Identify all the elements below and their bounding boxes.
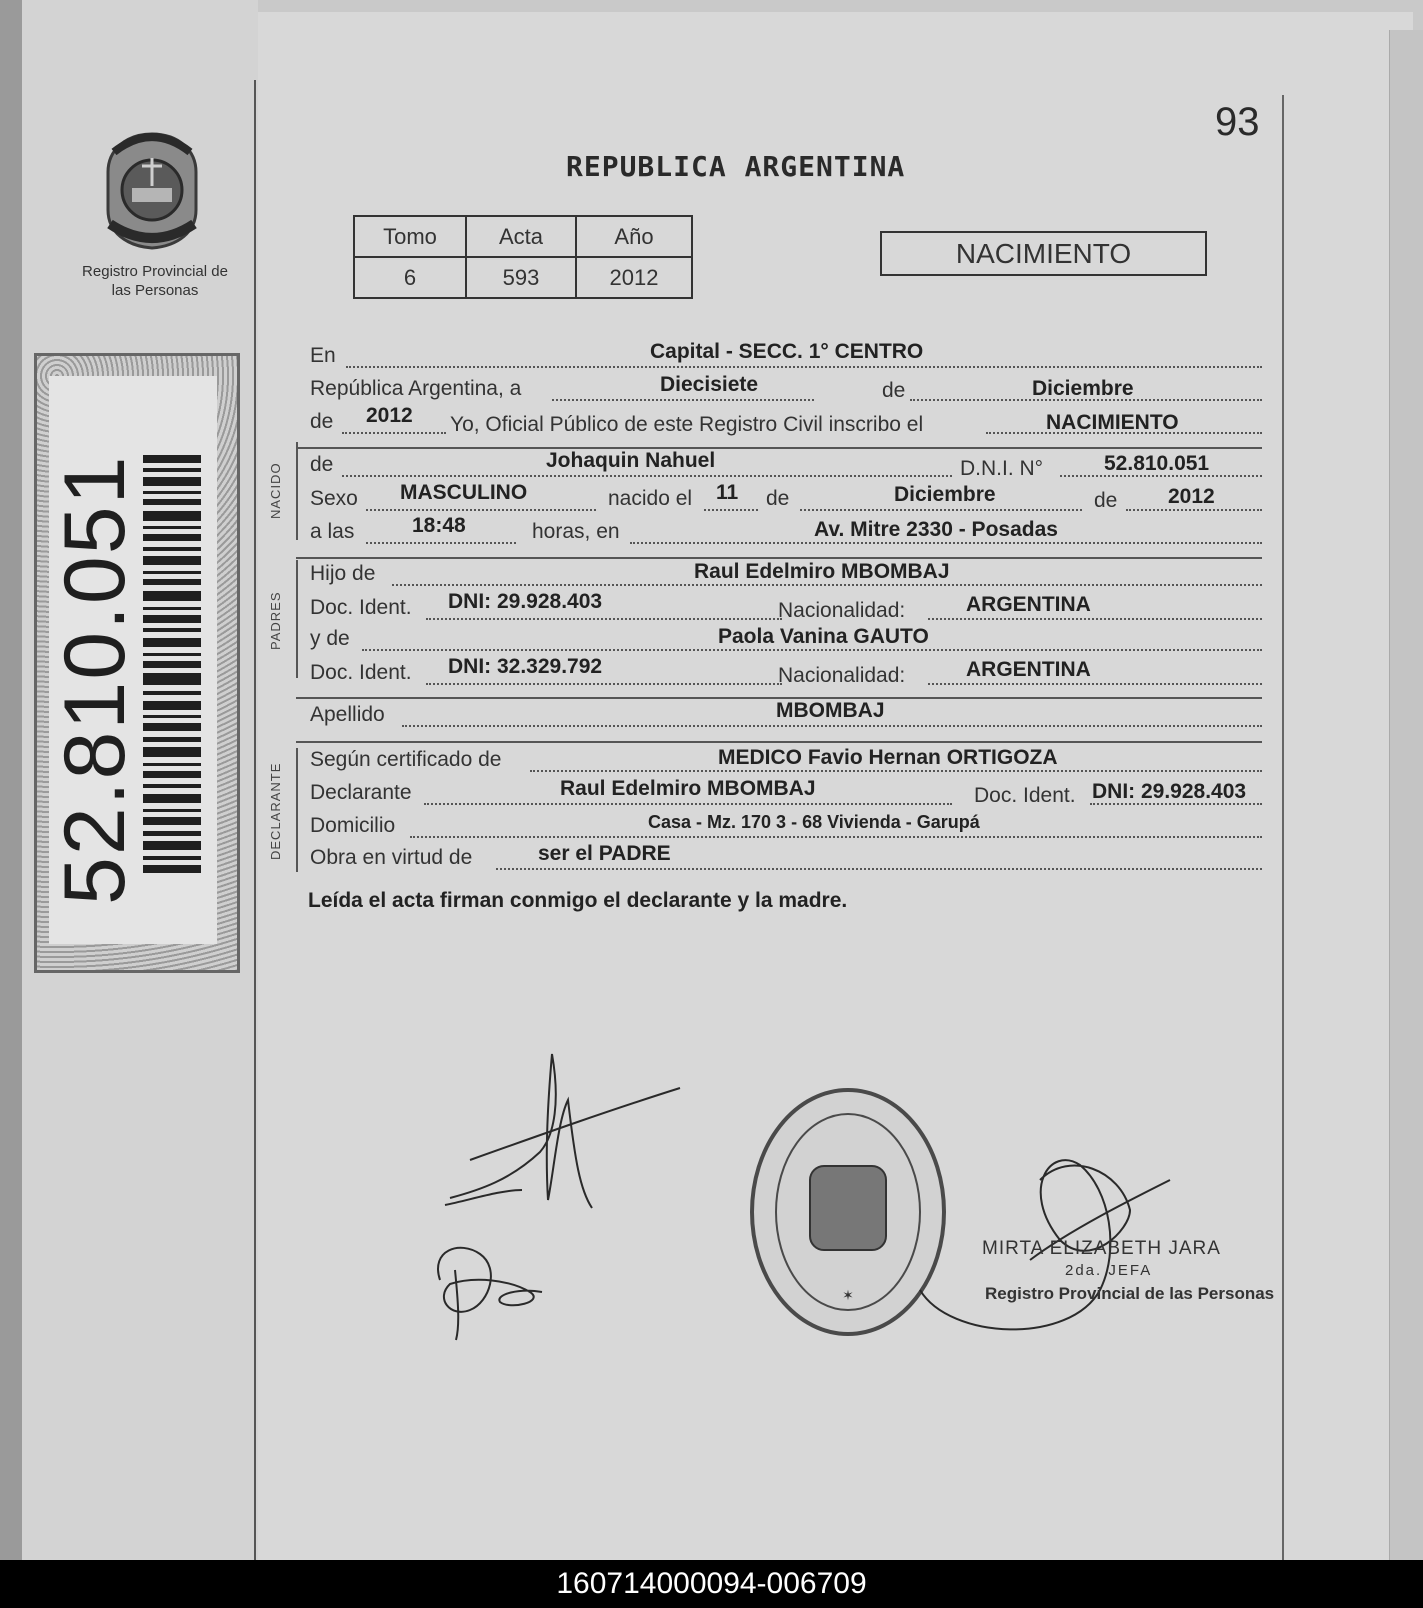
date-row xyxy=(310,373,1262,409)
record-type-box: NACIMIENTO xyxy=(880,231,1207,276)
statement-text: Yo, Oficial Público de este Registro Civil inscribo el xyxy=(450,413,924,436)
value-child-dni: 52.810.051 xyxy=(1104,452,1210,475)
address-row xyxy=(310,814,1262,846)
label-domicilio: Domicilio xyxy=(310,814,396,837)
label-doc-ident: Doc. Ident. xyxy=(974,784,1076,807)
value-declarant-doc: DNI: 29.928.403 xyxy=(1092,780,1247,803)
section-label-padres: PADRES xyxy=(268,591,283,651)
official-name: MIRTA ELIZABETH JARA xyxy=(982,1238,1221,1259)
capacity-row xyxy=(310,842,1262,878)
registry-name: Registro Provincial de las Personas xyxy=(82,263,228,299)
label-en: En xyxy=(310,344,336,367)
value-sexo: MASCULINO xyxy=(400,481,528,504)
label-apellido: Apellido xyxy=(310,703,385,726)
label-y-de: y de xyxy=(310,627,350,650)
value-birth-year: 2012 xyxy=(1168,485,1215,508)
value-certificate: MEDICO Favio Hernan ORTIGOZA xyxy=(718,746,1058,769)
official-role: 2da. JEFA xyxy=(1065,1262,1153,1279)
value-declarant: Raul Edelmiro MBOMBAJ xyxy=(560,777,816,800)
mother-signature-icon xyxy=(438,1248,542,1340)
value-surname: MBOMBAJ xyxy=(776,699,885,722)
label-republica: República Argentina, a xyxy=(310,377,522,400)
section-label-declarante: DECLARANTE xyxy=(268,762,283,860)
table-value-tomo: 6 xyxy=(354,257,466,298)
table-header-anio: Año xyxy=(576,216,692,257)
section-bracket xyxy=(296,748,298,872)
official-organization: Registro Provincial de las Personas xyxy=(985,1284,1275,1303)
value-child-name: Johaquin Nahuel xyxy=(546,449,716,472)
section-divider xyxy=(296,447,1262,449)
label-nacido-el: nacido el xyxy=(608,487,693,510)
label-de-birth-year: de xyxy=(1094,489,1118,512)
page-shadow xyxy=(1389,30,1423,1560)
value-month: Diciembre xyxy=(1032,377,1134,400)
value-mother-doc: DNI: 32.329.792 xyxy=(448,655,603,678)
value-time: 18:48 xyxy=(412,514,466,537)
label-de-name: de xyxy=(310,453,334,476)
binding-edge xyxy=(0,0,22,1560)
value-day: Diecisiete xyxy=(660,373,759,396)
label-horas: horas, en xyxy=(532,520,620,543)
value-birth-month: Diciembre xyxy=(894,483,996,506)
mother-doc-row xyxy=(310,655,1262,693)
label-dni: D.N.I. N° xyxy=(960,457,1044,480)
value-year: 2012 xyxy=(366,404,413,427)
value-birth-day: 11 xyxy=(716,481,739,504)
value-mother-nationality: ARGENTINA xyxy=(966,658,1091,681)
certificate-row xyxy=(310,748,1262,780)
value-mother-name: Paola Vanina GAUTO xyxy=(718,625,929,648)
label-obra: Obra en virtud de xyxy=(310,846,473,869)
father-doc-row xyxy=(310,590,1262,628)
page-number: 93 xyxy=(1215,100,1260,144)
label-doc-ident: Doc. Ident. xyxy=(310,661,412,684)
time-row xyxy=(310,514,1262,552)
label-de-month: de xyxy=(766,487,790,510)
table-header-acta: Acta xyxy=(466,216,576,257)
right-margin-line xyxy=(1282,95,1284,1560)
closing-statement: Leída el acta firman conmigo el declarante y la madre. xyxy=(308,889,848,912)
value-place: Capital - SECC. 1° CENTRO xyxy=(650,340,924,363)
label-declarante: Declarante xyxy=(310,781,412,804)
declarant-signature-icon xyxy=(445,1054,680,1208)
label-de: de xyxy=(882,379,906,402)
value-birth-place: Av. Mitre 2330 - Posadas xyxy=(814,518,1058,541)
table-header-tomo: Tomo xyxy=(354,216,466,257)
value-event: NACIMIENTO xyxy=(1046,411,1179,434)
section-label-nacido: NACIDO xyxy=(268,462,283,520)
section-bracket xyxy=(296,442,298,540)
section-bracket xyxy=(296,560,298,678)
value-father-name: Raul Edelmiro MBOMBAJ xyxy=(694,560,950,583)
svg-text:✶: ✶ xyxy=(842,1287,854,1303)
label-nacionalidad: Nacionalidad: xyxy=(778,664,906,687)
surname-row xyxy=(310,699,1262,735)
official-stamp-icon xyxy=(752,1090,944,1334)
label-certificado: Según certificado de xyxy=(310,748,502,771)
value-capacity: ser el PADRE xyxy=(538,842,671,865)
place-row xyxy=(310,340,1262,376)
table-value-anio: 2012 xyxy=(576,257,692,298)
barcode-number: 52.810.051 xyxy=(47,454,143,905)
barcode-icon xyxy=(143,455,201,873)
label-hijo-de: Hijo de xyxy=(310,562,376,585)
record-reference-table xyxy=(353,215,693,299)
statement-row xyxy=(310,404,1262,442)
document-title: REPUBLICA ARGENTINA xyxy=(566,150,906,183)
provincial-crest-icon xyxy=(96,128,208,253)
label-sexo: Sexo xyxy=(310,487,358,510)
stub-divider xyxy=(254,80,256,1560)
value-father-doc: DNI: 29.928.403 xyxy=(448,590,603,613)
signatures-and-stamp xyxy=(430,1040,1230,1380)
label-de-year: de xyxy=(310,410,334,433)
section-divider xyxy=(296,557,1262,559)
declarant-row xyxy=(310,777,1262,813)
value-address: Casa - Mz. 170 3 - 68 Vivienda - Garupá xyxy=(648,812,980,832)
label-a-las: a las xyxy=(310,520,355,543)
section-divider xyxy=(296,741,1262,743)
scan-code: 160714000094-006709 xyxy=(556,1567,867,1600)
label-doc-ident: Doc. Ident. xyxy=(310,596,412,619)
label-nacionalidad: Nacionalidad: xyxy=(778,599,906,622)
value-father-nationality: ARGENTINA xyxy=(966,593,1091,616)
table-value-acta: 593 xyxy=(466,257,576,298)
